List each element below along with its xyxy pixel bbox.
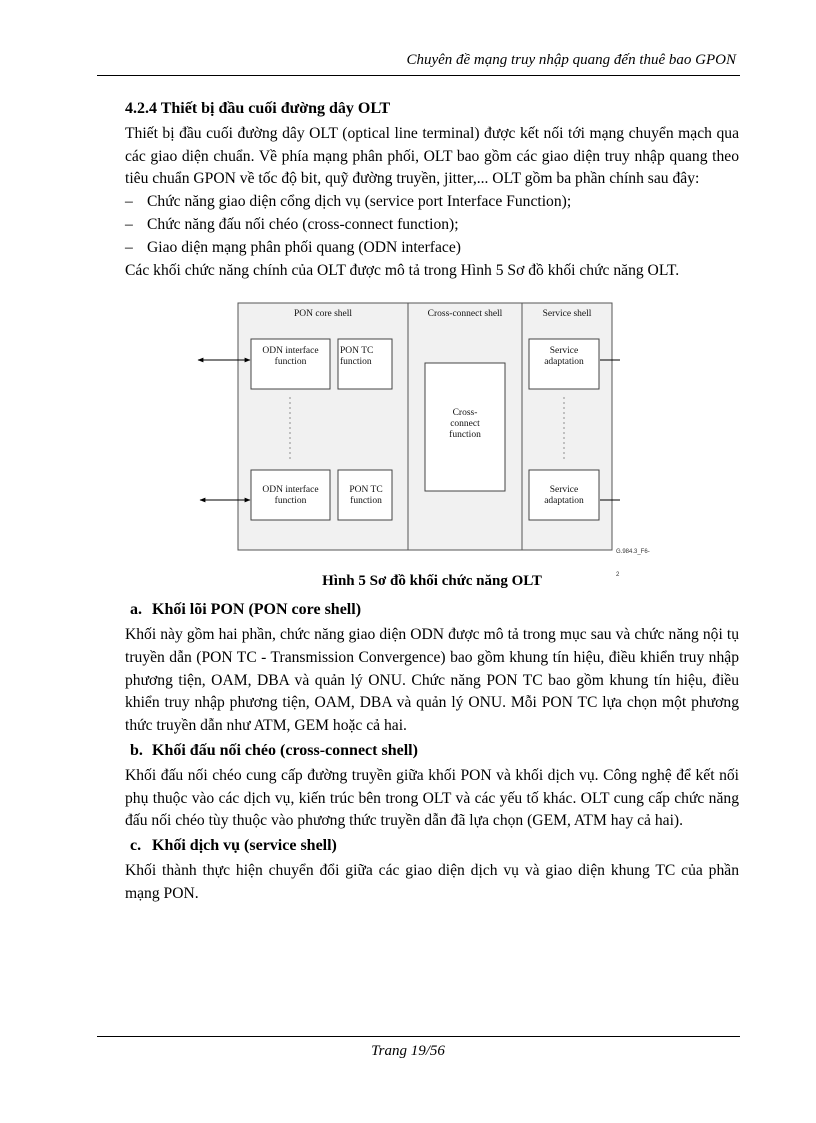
subsection-title: Khối lõi PON (PON core shell) [152,601,362,619]
bullet-text: Giao diện mạng phân phối quang (ODN interface) [147,238,461,256]
service-adaptation-label-bottom: Service adaptation [544,485,584,507]
cross-connect-function-label: Cross- connect function [449,408,481,441]
subsection-title: Khối dịch vụ (service shell) [152,837,337,855]
page-number: Trang 19/56 [371,1043,445,1059]
diagram-graphics [120,302,620,557]
subsection-body-a: Khối này gồm hai phần, chức năng giao diện ODN được mô tả trong mục sau và chức năng nội tụ truyền dẫn (PON TC - Transmission Convergence) bao gồm khung tín hiệu, điều khiển truy nhập phương tiện, OAM, DBA và quản lý ONU. Chức năng PON TC bao gồm khung tín hiệu, điều khiển truy nhập phương tiện, OAM, DBA và quản lý ONU. Mỗi PON TC lựa chọn một phương thức truyền dẫn như ATM, GEM hoặc cả hai. [125,625,739,735]
footer-rule [97,1036,740,1037]
figure-code: G.984.3_F6-2 [616,549,650,579]
subsection-letter: c. [130,837,142,855]
odn-interface-label-bottom: ODN interface function [262,485,319,507]
subsection-letter: b. [130,741,143,759]
bullet-item [125,237,739,260]
service-shell-label: Service shell [542,309,592,320]
page-header-title: Chuyên đề mạng truy nhập quang đến thuê bao GPON [406,52,736,68]
section-heading: 4.2.4 Thiết bị đầu cuối đường dây OLT [125,100,391,117]
olt-block-diagram [120,302,650,579]
page-content [125,98,739,906]
bullet-text: Chức năng đấu nối chéo (cross-connect function); [147,215,459,233]
cross-connect-shell-label: Cross-connect shell [427,309,503,320]
section-intro: Thiết bị đầu cuối đường dây OLT (optical line terminal) được kết nối tới mạng chuyển mạch qua các giao diện chuẩn. Về phía mạng phân phối, OLT bao gồm các giao diện truy nhập quang theo tiêu chuẩn GPON về tốc độ bit, quỹ đường truyền, jitter,... OLT gồm ba phần chính sau đây: [125,124,739,188]
pon-tc-label-bottom: PON TC function [349,485,383,507]
bullet-item [125,191,739,214]
service-adaptation-label-top: Service adaptation [544,346,584,368]
subsection-body-b: Khối đấu nối chéo cung cấp đường truyền giữa khối PON và khối dịch vụ. Công nghệ để kết nối phụ thuộc vào các dịch vụ, kiến trúc bên trong OLT và các yếu tố khác. OLT cung cấp chức năng đấu nối chéo tùy thuộc vào phương thức truyền dẫn đã lựa chọn (GEM, ATM hay cả hai). [125,766,739,830]
odn-interface-label-top: ODN interface function [262,346,319,368]
pon-core-shell-label: PON core shell [293,309,353,320]
bullet-marker: – [125,193,133,211]
bullet-item [125,214,739,237]
subsection-heading-b [130,740,739,763]
subsection-heading-a [130,599,739,622]
bullet-marker: – [125,215,133,233]
subsection-heading-c [130,835,739,858]
figure-caption: Hình 5 Sơ đồ khối chức năng OLT [322,573,542,590]
bullet-text: Chức năng giao diện cổng dịch vụ (service port Interface Function); [147,193,572,211]
bullet-list [125,191,739,259]
subsection-title: Khối đấu nối chéo (cross-connect shell) [152,741,418,759]
figure-reference-text: Các khối chức năng chính của OLT được mô tả trong Hình 5 Sơ đồ khối chức năng OLT. [125,261,680,279]
header-rule [97,75,740,76]
subsection-body-c: Khối thành thực hiện chuyển đổi giữa các giao diện dịch vụ và giao diện khung TC của phần mạng PON. [125,861,739,902]
subsection-letter: a. [130,601,142,619]
pon-tc-label-top: PON TC function [340,346,374,368]
bullet-marker: – [125,238,133,256]
